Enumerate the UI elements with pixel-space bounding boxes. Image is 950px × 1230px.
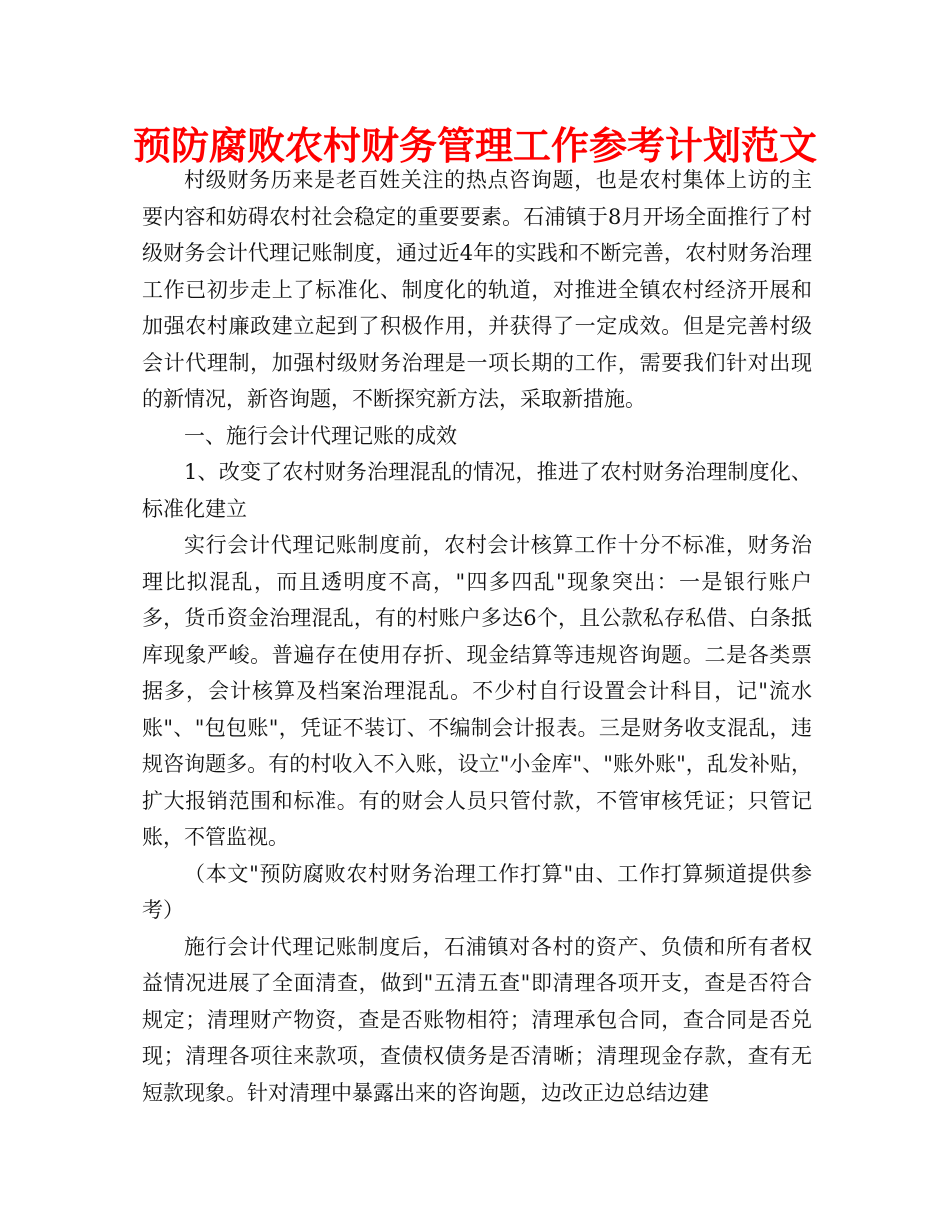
paragraph-source-note: （本文"预防腐败农村财务治理工作打算"由、工作打算频道提供参考）	[142, 861, 812, 922]
subsection-heading: 1、改变了农村财务治理混乱的情况，推进了农村财务治理制度化、标准化建立	[142, 460, 812, 521]
paragraph-before-reform: 实行会计代理记账制度前，农村会计核算工作十分不标准，财务治理比拟混乱，而且透明度不高，"四多四乱"现象突出：一是银行账户多，货币资金治理混乱，有的村账户多达6个，且公款私存私借、白条抵库现象严峻。普遍存在使用存折、现金结算等违规咨询题。二是各类票据多，会计核算及档案治理混乱。不少村自行设置会计科目，记"流水账"、"包包账"，凭证不装订、不编制会计报表。三是财务收支混乱，违规咨询题多。有的村收入不入账，设立"小金库"、"账外账"，乱发补贴，扩大报销范围和标准。有的财会人员只管付款，不管审核凭证；只管记账，不管监视。	[142, 533, 812, 849]
document-body	[142, 162, 812, 1111]
paragraph-intro: 村级财务历来是老百姓关注的热点咨询题，也是农村集体上访的主要内容和妨碍农村社会稳定的重要要素。石浦镇于8月开场全面推行了村级财务会计代理记账制度，通过近4年的实践和不断完善，农村财务治理工作已初步走上了标准化、制度化的轨道，对推进全镇农村经济开展和加强农村廉政建立起到了积极作用，并获得了一定成效。但是完善村级会计代理制，加强村级财务治理是一项长期的工作，需要我们针对出现的新情况，新咨询题，不断探究新方法，采取新措施。	[142, 168, 812, 411]
section-heading: 一、施行会计代理记账的成效	[184, 423, 457, 448]
document-title: 预防腐败农村财务管理工作参考计划范文	[132, 124, 817, 168]
paragraph-after-reform: 施行会计代理记账制度后，石浦镇对各村的资产、负债和所有者权益情况进展了全面清查，做到"五清五查"即清理各项开支，查是否符合规定；清理财产物资，查是否账物相符；清理承包合同，查合同是否兑现；清理各项往来款项，查债权债务是否清晰；清理现金存款，查有无短款现象。针对清理中暴露出来的咨询题，边改正边总结边建	[142, 934, 812, 1105]
